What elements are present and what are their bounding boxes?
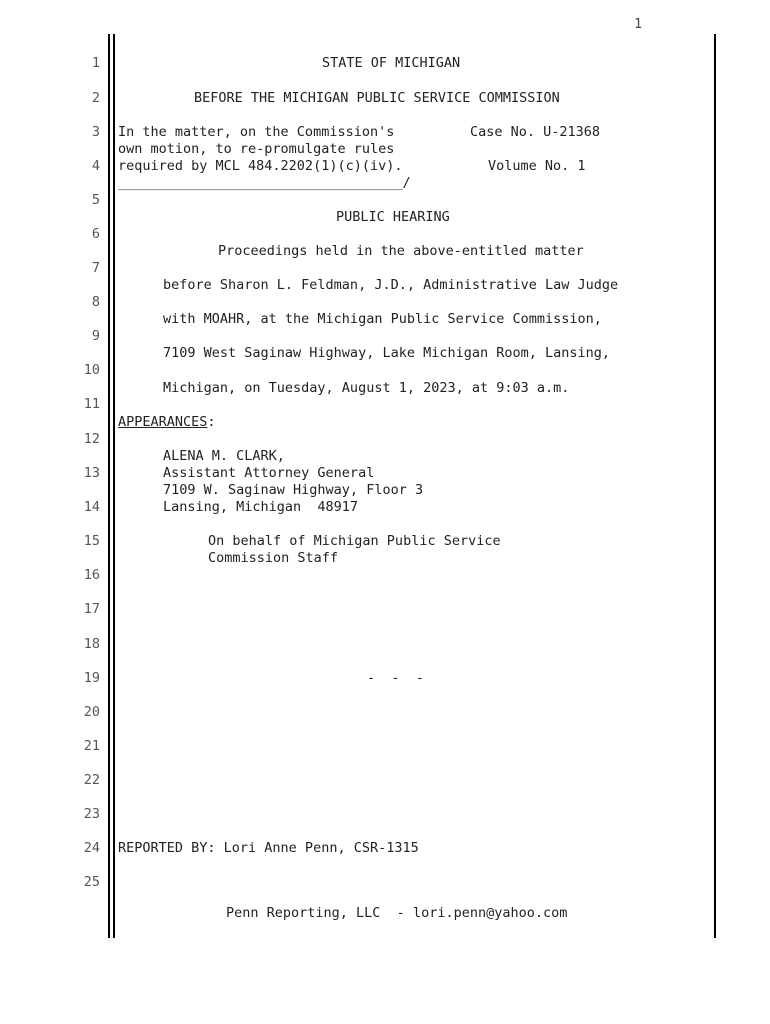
- proceedings-line-4: 7109 West Saginaw Highway, Lake Michigan Room, Lansing,: [163, 345, 611, 361]
- proceedings-line-1: Proceedings held in the above-entitled matter: [218, 243, 584, 259]
- line-number: 10: [83, 362, 100, 378]
- behalf-line-1: On behalf of Michigan Public Service: [208, 533, 501, 549]
- line-number: 21: [83, 738, 100, 754]
- state-heading: STATE OF MICHIGAN: [322, 55, 461, 71]
- left-margin-rule-inner: [113, 34, 115, 938]
- volume-number: Volume No. 1: [488, 158, 586, 174]
- reported-by: REPORTED BY: Lori Anne Penn, CSR-1315: [118, 840, 419, 856]
- appearances-heading: [118, 414, 216, 430]
- line-number: 5: [91, 192, 100, 208]
- line-number: 24: [83, 840, 100, 856]
- line-number: 6: [91, 226, 100, 242]
- line-number: 11: [83, 396, 100, 412]
- line-number: 13: [83, 465, 100, 481]
- proceedings-line-5: Michigan, on Tuesday, August 1, 2023, at 9:03 a.m.: [163, 380, 570, 396]
- caption-separator: ___________________________________/: [118, 175, 411, 191]
- appearances-label: APPEARANCES: [118, 414, 208, 430]
- proceedings-line-3: with MOAHR, at the Michigan Public Service Commission,: [163, 311, 602, 327]
- line-number: 17: [83, 601, 100, 617]
- case-number: Case No. U-21368: [470, 124, 601, 140]
- attorney-address-line-1: 7109 W. Saginaw Highway, Floor 3: [163, 482, 424, 498]
- appearances-colon: :: [207, 414, 216, 430]
- line-number: 15: [83, 533, 100, 549]
- line-number: 20: [83, 704, 100, 720]
- line-number: 18: [83, 636, 100, 652]
- line-number: 8: [91, 294, 100, 310]
- line-number: 7: [91, 260, 100, 276]
- line-number: 2: [91, 90, 100, 106]
- matter-line-1: In the matter, on the Commission's: [118, 124, 395, 140]
- attorney-name: ALENA M. CLARK,: [163, 448, 285, 464]
- line-number: 1: [91, 55, 100, 71]
- section-divider: - - -: [367, 670, 424, 686]
- page-footer: Penn Reporting, LLC - lori.penn@yahoo.com: [226, 905, 568, 921]
- line-number: 14: [83, 499, 100, 515]
- line-number: 3: [91, 124, 100, 140]
- line-number: 19: [83, 670, 100, 686]
- proceedings-line-2: before Sharon L. Feldman, J.D., Administrative Law Judge: [163, 277, 619, 293]
- line-number: 23: [83, 806, 100, 822]
- line-number: 22: [83, 772, 100, 788]
- matter-line-3: required by MCL 484.2202(1)(c)(iv).: [118, 158, 403, 174]
- hearing-title: PUBLIC HEARING: [336, 209, 450, 225]
- behalf-line-2: Commission Staff: [208, 550, 339, 566]
- commission-heading: BEFORE THE MICHIGAN PUBLIC SERVICE COMMISSION: [194, 90, 560, 106]
- line-number: 9: [91, 328, 100, 344]
- page-number: 1: [634, 16, 643, 32]
- left-margin-rule-outer: [108, 34, 110, 938]
- right-margin-rule: [714, 34, 716, 938]
- line-number: 25: [83, 874, 100, 890]
- matter-line-2: own motion, to re-promulgate rules: [118, 141, 395, 157]
- attorney-title: Assistant Attorney General: [163, 465, 375, 481]
- line-number: 12: [83, 431, 100, 447]
- attorney-address-line-2: Lansing, Michigan 48917: [163, 499, 359, 515]
- line-number: 16: [83, 567, 100, 583]
- line-number: 4: [91, 158, 100, 174]
